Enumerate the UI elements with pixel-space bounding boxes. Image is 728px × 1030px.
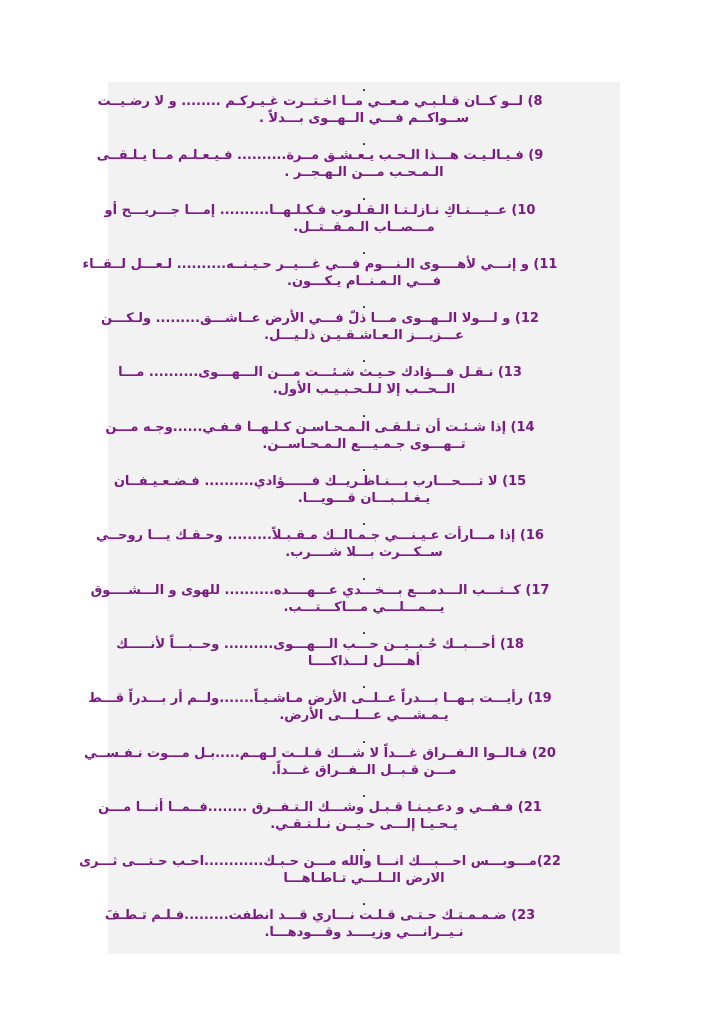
verse-line-2: أهـــــل لـــذاكــــا	[307, 653, 421, 669]
verse-18	[108, 627, 620, 681]
verse-19	[88, 680, 620, 735]
verse-separator-dot: .	[362, 191, 366, 203]
verse-line-1: 19) رأيـــت بـهــا بـــدراً عــلــى الأرض مـاشـيـاً.......ولــم أر بـــدراً قـــط	[88, 691, 552, 707]
verse-line-1: 22)مـــوبـــس احـــبـــك انـــا والله مـــن حـبـك............احـب حـتـــى ثـــرى	[79, 854, 561, 870]
verse-9	[96, 137, 620, 192]
verse-line-2: يـحـيـا إلـــى حـيــن نـلـتـقـي.	[270, 816, 458, 832]
verse-13	[108, 355, 620, 409]
verse-line-2: يـــمـــلـــي مـــاكـــتـــب.	[283, 599, 445, 615]
verse-line-1: 18) أحـــبــك حُـبــيــن حـــب الـــهـــوى.......... وحــبـــاً لأنـــــك	[116, 636, 524, 652]
verse-8	[97, 83, 620, 138]
verse-line-1: 15) لا تــــحـــارب بـــنـاظـريــك فــــــؤادي.......... فـضـعـيـفــان	[113, 474, 527, 490]
verse-line-1: 11) و إنـــي لأهــــوى الـنـــوم فـــي غـــيــر حـيـنــه.......... لـعـــل لــقــاء	[82, 256, 558, 272]
verse-23	[104, 897, 620, 952]
verse-list	[79, 83, 620, 953]
verse-21	[98, 788, 620, 844]
verse-separator-dot: .	[362, 788, 366, 800]
verse-line-2: عـــزيـــز الـعـاشـقـيـن ذلـيـــل.	[264, 328, 464, 344]
verse-10	[104, 191, 620, 247]
verse-separator-dot: .	[362, 517, 366, 529]
verse-22	[79, 843, 620, 898]
verse-20	[84, 734, 620, 790]
verse-separator-dot: .	[362, 571, 366, 583]
verse-line-1: 14) إذا شـئـت أن تـلـقـى الـمـحـاسـن كـلـهــا فـفـي......وجـه مـــن	[105, 419, 535, 435]
verse-line-2: تــهـــوى جـمـيـــع الـمـحـاســن.	[262, 436, 466, 452]
verse-15	[108, 464, 620, 518]
verse-separator-dot: .	[362, 734, 366, 746]
verse-line-2: مـــصــاب الـمـقــتــل.	[293, 219, 435, 235]
verse-line-1: 17) كــتـــب الـــدمـــع بـــخـــدي عـــهــــده.......... للهوى و الـــشــــوق	[90, 582, 550, 598]
verse-14	[105, 408, 620, 464]
verse-separator-dot: .	[362, 463, 366, 475]
verse-line-1: 20) قـالــوا الـفــراق غـــداً لا شـــك قـلــت لـهــم.....بـل مـــوت نـفـســي	[84, 745, 556, 761]
verse-line-2: يـمـشـــي عـــلـــى الأرض.	[279, 708, 449, 724]
verse-separator-dot: .	[362, 843, 366, 855]
verse-separator-dot: .	[362, 897, 366, 909]
verse-line-2: الـمـحـب مـــن الـهـجــر .	[284, 165, 444, 181]
verse-line-2: الــحــب إلا لـلـحـبـيـب الأول.	[272, 382, 456, 398]
verse-separator-dot: .	[362, 83, 366, 94]
verse-line-2: الارض الــلـــي تـاطـاهـــا	[283, 871, 445, 887]
verse-line-2: ســواكــم فـــي الــهــوى بـــدلاً .	[258, 111, 470, 126]
verse-line-1: 21) فـفــي و دعـيـنـا قـبـل وشـــك الـتـفــرق ........فــمــا أنـــا مـــن	[98, 799, 542, 815]
verse-separator-dot: .	[362, 300, 366, 312]
verse-line-2: نـيــرانـــي وزيــــد وقـــودهـــا.	[264, 925, 464, 941]
verse-line-1: 8) لــو كــان قـلـبـي مـعــي مــا اخـتــرت غـيـركـم ........ و لا رضـيــت	[97, 94, 543, 109]
verse-line-2: يـغـلــبـــان قـــويـــا.	[297, 491, 431, 507]
verse-17	[90, 571, 620, 627]
verse-line-1: 9) فـيـالـيـت هـــذا الـحـب يـعـشـق مــرة.......... فـيـعـلـم مــا يـلـقــى	[96, 148, 544, 164]
verse-line-2: مـــن قـبــل الــفــراق غـــداً.	[271, 762, 457, 778]
verse-11	[82, 245, 620, 301]
verse-line-1: 12) و لـــولا الــهــوى مـــا ذلّ فـــي الأرض عــاشـــق......... ولـكـــن	[101, 311, 539, 327]
verse-line-1: 13) نـقـل فـــؤادك حـيـث شـئـــت مـــن الـــهـــوى.......... مـــا	[118, 365, 522, 381]
verse-separator-dot: .	[362, 354, 366, 366]
verse-line-1: 23) ضـمـمـتـك حـتـى قـلـت نـــاري قـــد انطفت.........فـلـم تـطـفَ	[104, 908, 536, 924]
verse-separator-dot: .	[362, 408, 366, 420]
verse-separator-dot: .	[362, 137, 366, 149]
verse-line-1: 10) عــيـــنـاكِ نـازلـتـا الـقـلـوب فـكـلـهــا.......... إمـــا جـــريـــح أو	[104, 202, 536, 218]
verse-16	[96, 517, 620, 572]
verse-line-1: 16) إذا مـــارأت عـيـنـــي جـمـالــك مـقـبـلاً......... وحـقـك يـــا روحــي	[96, 528, 544, 544]
verse-separator-dot: .	[362, 245, 366, 257]
verse-separator-dot: .	[362, 680, 366, 692]
verse-12	[101, 300, 620, 355]
verse-separator-dot: .	[362, 625, 366, 637]
verse-line-2: فـــي الـمـنــام يـكـــون.	[287, 273, 441, 289]
verse-line-2: ســكـــرت بـــلا شــــرب.	[285, 545, 443, 561]
